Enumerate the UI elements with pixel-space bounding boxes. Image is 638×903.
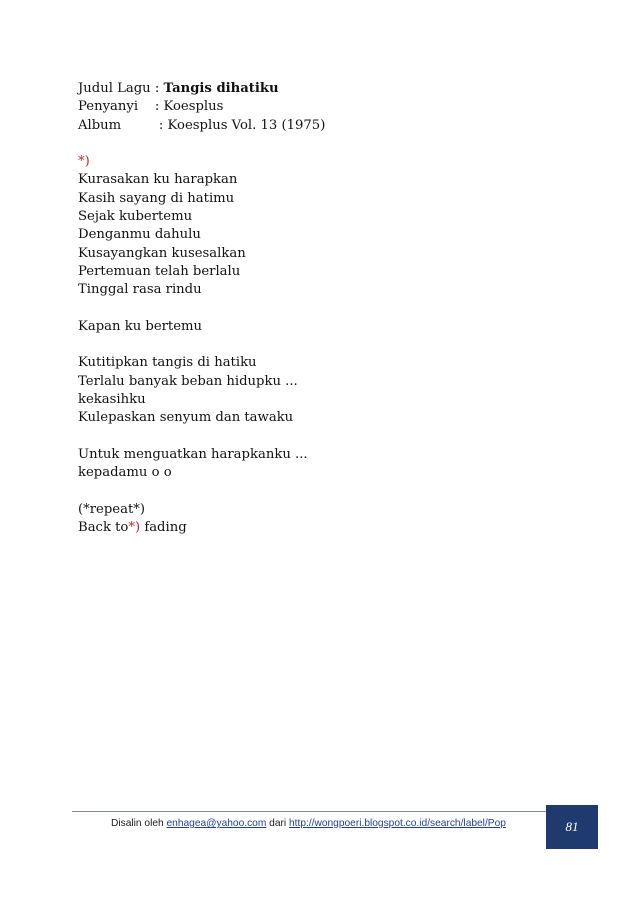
song-title-line bbox=[78, 80, 558, 98]
back-to-suffix: fading bbox=[140, 520, 187, 536]
spacer bbox=[78, 135, 558, 153]
lyric-line: Untuk menguatkan harapkanku ... bbox=[78, 446, 308, 462]
song-title: Tangis dihatiku bbox=[163, 81, 279, 96]
lyric-line: Kurasakan ku harapkan bbox=[78, 172, 238, 188]
album-label: Album : bbox=[78, 117, 168, 133]
lyric-line: Kulepaskan senyum dan tawaku bbox=[78, 410, 294, 426]
lyric-line: Kutitipkan tangis di hatiku bbox=[78, 355, 257, 371]
lyric-line: Kusayangkan kusesalkan bbox=[78, 245, 246, 261]
footer-divider bbox=[72, 811, 546, 812]
lyric-line: Denganmu dahulu bbox=[78, 227, 201, 243]
lyric-line: kepadamu o o bbox=[78, 465, 172, 481]
lyric-line: Pertemuan telah berlalu bbox=[78, 263, 241, 279]
back-to-marker: *) bbox=[128, 520, 141, 536]
spacer bbox=[78, 428, 558, 446]
singer-name: Koesplus bbox=[163, 99, 224, 115]
footer-url-link[interactable]: http://wongpoeri.blogspot.co.id/search/label/Pop bbox=[289, 818, 506, 829]
repeat-instruction: (*repeat*) bbox=[78, 501, 145, 517]
spacer bbox=[78, 336, 558, 354]
page-number-box bbox=[546, 805, 598, 849]
footer-email-link[interactable]: enhagea@yahoo.com bbox=[166, 818, 267, 829]
lyric-line: Tinggal rasa rindu bbox=[78, 282, 202, 298]
lyric-line: Kapan ku bertemu bbox=[78, 318, 203, 334]
page-number: 81 bbox=[565, 819, 579, 834]
chorus-marker: *) bbox=[78, 154, 90, 170]
spacer bbox=[78, 300, 558, 318]
lyric-line: kekasihku bbox=[78, 392, 146, 408]
album-name: Koesplus Vol. 13 (1975) bbox=[167, 117, 326, 133]
lyrics-content bbox=[78, 80, 558, 537]
footer-prefix: Disalin oleh bbox=[111, 818, 167, 829]
singer-line bbox=[78, 98, 558, 116]
song-title-label: Judul Lagu : bbox=[78, 81, 164, 96]
back-to-instruction bbox=[78, 519, 558, 537]
lyric-line: Terlalu banyak beban hidupku ... bbox=[78, 373, 298, 389]
singer-label: Penyanyi : bbox=[78, 99, 164, 115]
album-line bbox=[78, 117, 558, 135]
lyric-line: Sejak kubertemu bbox=[78, 209, 193, 225]
footer-credit bbox=[111, 818, 506, 829]
lyric-line: Kasih sayang di hatimu bbox=[78, 190, 235, 206]
back-to-prefix: Back to bbox=[78, 520, 129, 536]
footer-middle: dari bbox=[266, 818, 289, 829]
spacer bbox=[78, 483, 558, 501]
